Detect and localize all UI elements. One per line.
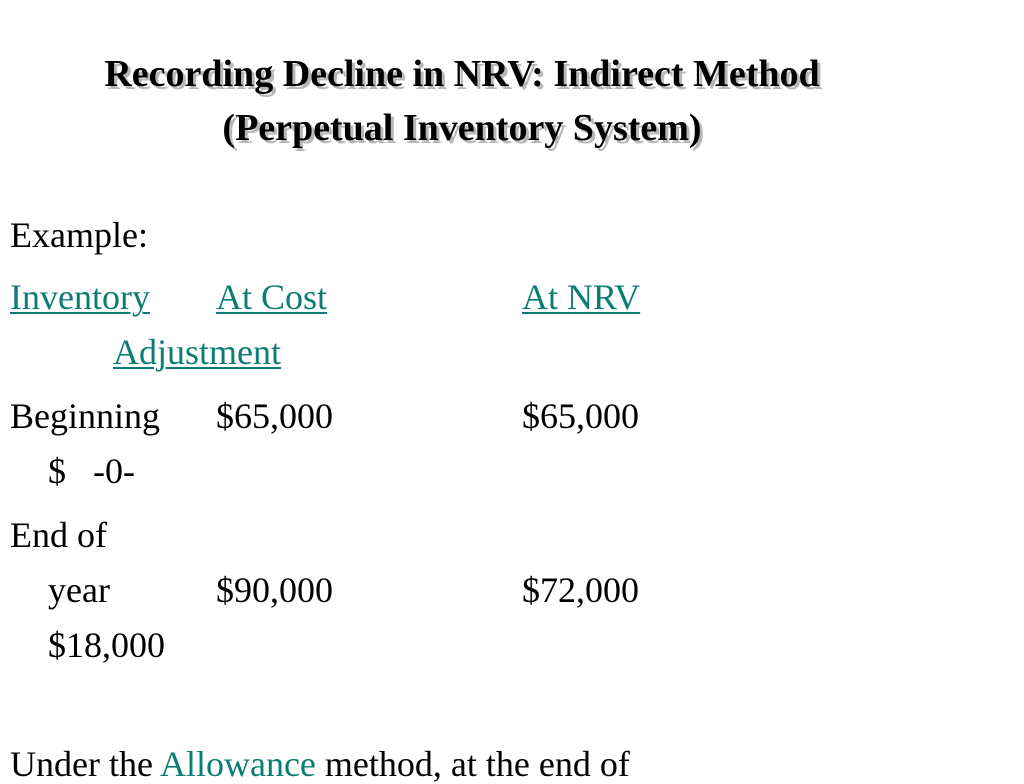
row-end-at-cost: $90,000 — [216, 570, 333, 610]
footer-suffix: method, at the end of — [315, 744, 630, 784]
footer-text — [10, 744, 630, 784]
row-end-label-line-1: End of — [10, 515, 107, 555]
row-beginning-adjustment: $ -0- — [48, 451, 135, 491]
footer-accent: Allowance — [159, 744, 316, 784]
row-beginning-at-nrv: $65,000 — [522, 396, 639, 436]
header-inventory: Inventory — [10, 277, 150, 317]
header-adjustment: Adjustment — [113, 332, 281, 372]
footer-prefix: Under the — [10, 744, 160, 784]
header-at-nrv: At NRV — [522, 277, 641, 317]
row-end-label-line-2: year — [48, 570, 110, 610]
slide-title-line-1: Recording Decline in NRV: Indirect Method — [104, 53, 820, 95]
row-beginning-at-cost: $65,000 — [216, 396, 333, 436]
row-end-at-nrv: $72,000 — [522, 570, 639, 610]
example-label: Example: — [10, 215, 148, 255]
slide-title-line-2: (Perpetual Inventory System) — [222, 107, 702, 149]
row-beginning-label: Beginning — [10, 396, 160, 436]
row-end-adjustment: $18,000 — [48, 625, 165, 665]
header-at-cost: At Cost — [216, 277, 328, 317]
